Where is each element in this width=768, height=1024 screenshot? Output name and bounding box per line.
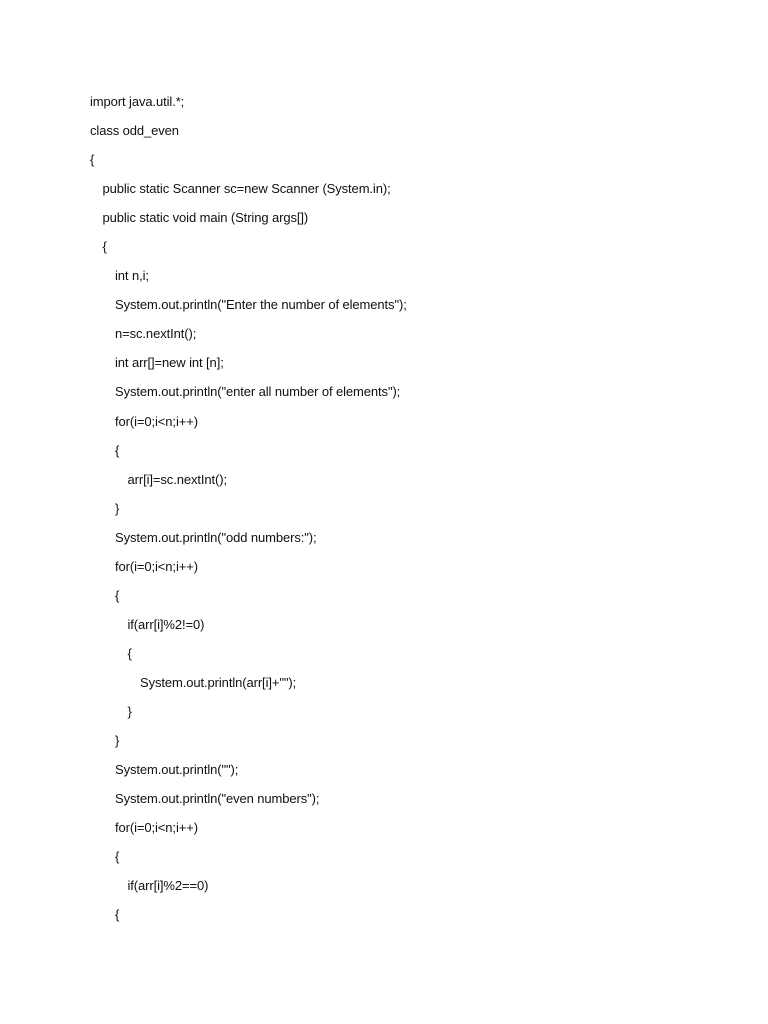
code-line: int arr[]=new int [n]; xyxy=(115,355,224,371)
code-line: int n,i; xyxy=(115,268,149,284)
code-line: { xyxy=(115,907,120,923)
code-line: System.out.println("odd numbers:"); xyxy=(115,529,317,545)
code-line: for(i=0;i<n;i++) xyxy=(115,413,198,429)
code-line: { xyxy=(127,645,132,661)
code-line: { xyxy=(102,239,107,255)
code-line: } xyxy=(115,733,120,749)
code-line: } xyxy=(127,703,132,719)
code-line: import java.util.*; xyxy=(90,94,185,109)
code-line: if(arr[i]%2!=0) xyxy=(127,616,205,632)
code-line: arr[i]=sc.nextInt(); xyxy=(127,471,227,487)
code-line: public static void main (String args[]) xyxy=(102,210,309,226)
code-line: System.out.println(""); xyxy=(115,762,239,778)
code-line: class odd_even xyxy=(90,123,179,139)
code-line: System.out.println("even numbers"); xyxy=(115,791,320,807)
code-line: { xyxy=(115,587,120,603)
code-block xyxy=(90,92,730,934)
code-line: System.out.println(arr[i]+""); xyxy=(140,674,297,690)
code-line: for(i=0;i<n;i++) xyxy=(115,820,198,836)
code-line: if(arr[i]%2==0) xyxy=(127,878,209,894)
code-line: System.out.println("enter all number of elements"); xyxy=(115,384,401,400)
code-line: { xyxy=(115,442,120,458)
code-line: n=sc.nextInt(); xyxy=(115,326,197,342)
code-line: { xyxy=(115,849,120,865)
code-line: { xyxy=(90,152,95,168)
code-line: System.out.println("Enter the number of elements"); xyxy=(115,297,407,313)
code-line: for(i=0;i<n;i++) xyxy=(115,558,198,574)
code-line: } xyxy=(115,500,120,516)
code-line: public static Scanner sc=new Scanner (System.in); xyxy=(102,181,391,197)
